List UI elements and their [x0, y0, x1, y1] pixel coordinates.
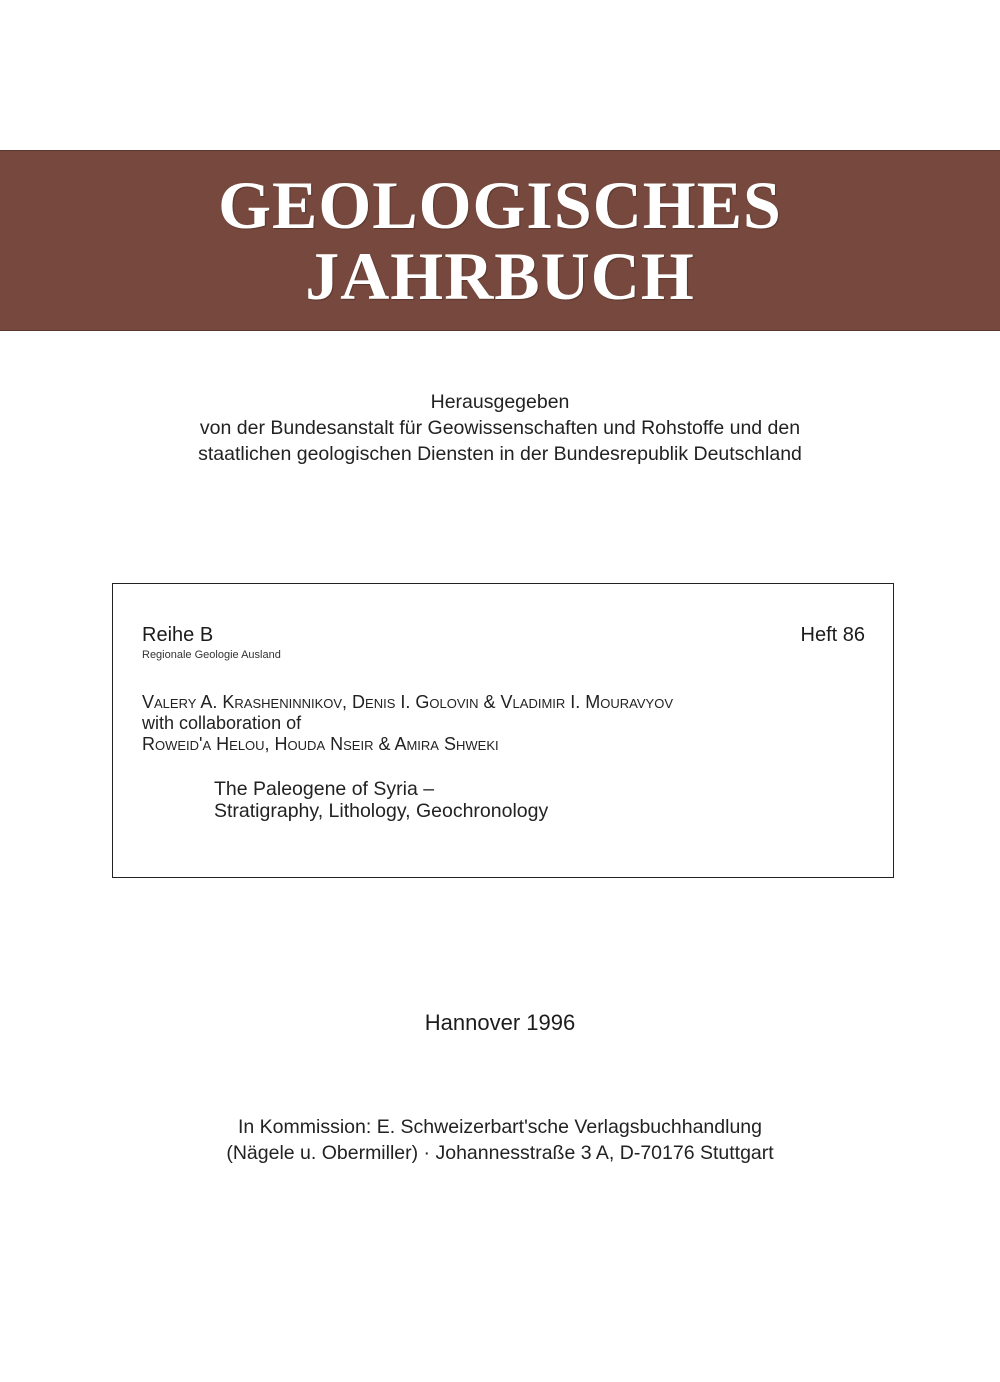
work-title-line1: The Paleogene of Syria –	[214, 778, 435, 800]
journal-title-line2: JAHRBUCH	[305, 238, 695, 314]
commission-statement	[0, 1114, 1000, 1166]
series-box	[112, 583, 894, 878]
title-banner	[0, 150, 1000, 331]
journal-title-line1: GEOLOGISCHES	[218, 167, 782, 243]
work-title-line2: Stratigraphy, Lithology, Geochronology	[214, 800, 549, 822]
publisher-line3: staatlichen geologischen Diensten in der Bundesrepublik Deutschland	[198, 443, 802, 465]
publisher-line1: Herausgegeben	[430, 391, 570, 413]
commission-line1: In Kommission: E. Schweizerbart'sche Verlagsbuchhandlung	[237, 1116, 762, 1138]
work-title	[214, 778, 548, 822]
series-name: Reihe B	[142, 624, 214, 646]
collaboration-line: with collaboration of	[142, 713, 302, 733]
commission-line2: (Nägele u. Obermiller) · Johannesstraße 3 A, D-70176 Stuttgart	[226, 1142, 774, 1164]
series-subtitle: Regionale Geologie Ausland	[142, 649, 281, 661]
authors-line: Valery A. Krasheninnikov, Denis I. Golovin & Vladimir I. Mouravyov	[142, 692, 673, 712]
collaborators-line: Roweid'a Helou, Houda Nseir & Amira Shweki	[142, 734, 499, 754]
publisher-statement	[0, 389, 1000, 467]
publisher-line2: von der Bundesanstalt für Geowissenschaften und Rohstoffe und den	[199, 417, 801, 439]
issue-number: Heft 86	[800, 624, 865, 646]
place-and-year: Hannover 1996	[424, 1010, 576, 1035]
author-block	[142, 692, 673, 755]
